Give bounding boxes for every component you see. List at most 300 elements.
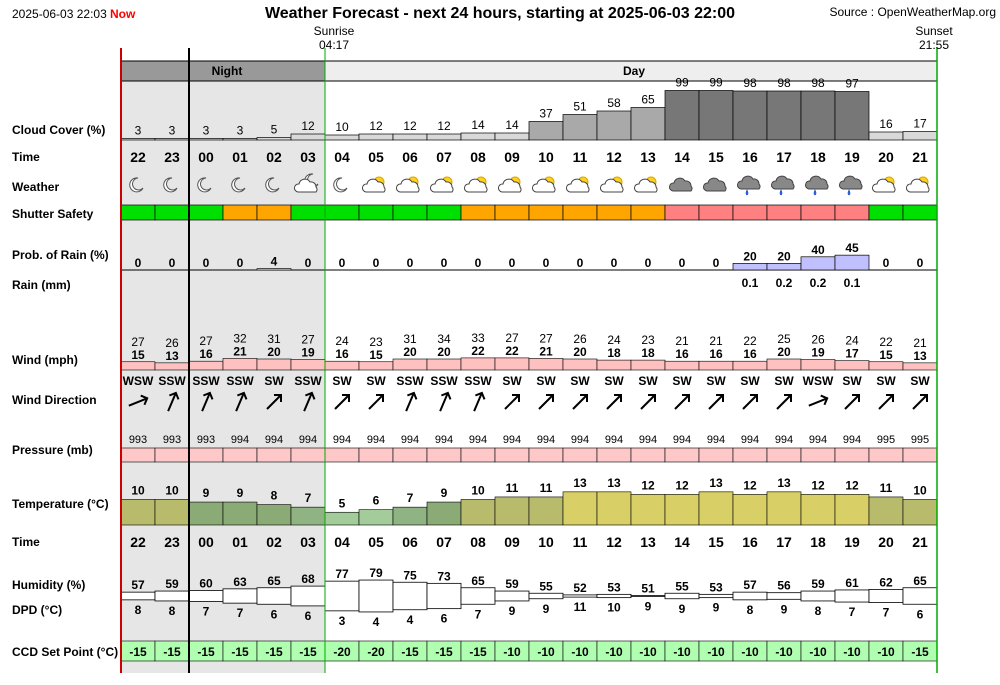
sun-cloud-icon	[532, 177, 555, 192]
moon-icon	[334, 178, 347, 192]
temperature-bar	[767, 492, 801, 525]
wind-gust-value: 24	[845, 333, 859, 348]
humidity-value: 53	[607, 580, 621, 595]
humidity-box	[189, 591, 223, 602]
time-label: 09	[504, 149, 520, 165]
wind-bar	[835, 361, 869, 370]
rain-prob-value: 0	[372, 256, 380, 270]
rain-prob-value: 0	[678, 256, 686, 270]
wind-gust-value: 24	[335, 334, 349, 349]
cloud-bar	[223, 139, 257, 141]
wind-gust-value: 21	[675, 334, 689, 349]
time-label: 12	[606, 149, 622, 165]
humidity-value: 65	[913, 573, 927, 588]
ccd-value: -15	[401, 645, 419, 659]
pressure-value: 994	[536, 434, 556, 446]
wind-speed-value: 21	[233, 344, 247, 359]
wind-bar	[699, 361, 733, 370]
night-band-label: Night	[211, 64, 243, 78]
rain-prob-value: 4	[270, 254, 278, 269]
dpd-value: 8	[746, 602, 754, 617]
dpd-value: 9	[712, 600, 720, 615]
cloud-bar	[597, 111, 631, 140]
wind-gust-value: 26	[811, 332, 825, 347]
time-label: 03	[300, 534, 316, 550]
humidity-box	[665, 593, 699, 599]
wind-direction-label: SW	[842, 374, 862, 388]
ccd-value: -15	[197, 645, 215, 659]
rain-prob-value: 40	[811, 242, 825, 257]
shutter-cell	[393, 205, 427, 220]
wind-gust-value: 23	[641, 333, 655, 348]
temperature-value: 10	[913, 483, 927, 498]
humidity-box	[461, 588, 495, 605]
wind-direction-label: SW	[502, 374, 522, 388]
sun-cloud-icon	[872, 177, 895, 192]
humidity-box	[529, 593, 563, 599]
pressure-value: 994	[434, 434, 454, 446]
row-label-time2: Time	[12, 535, 40, 549]
time-label: 11	[572, 534, 588, 550]
wind-gust-value: 34	[437, 332, 451, 346]
time-label: 22	[130, 534, 146, 550]
sun-cloud-icon	[566, 177, 589, 192]
time-label: 23	[164, 149, 180, 165]
pressure-bar	[869, 448, 903, 462]
rain-prob-value: 0	[440, 256, 448, 270]
ccd-value: -10	[775, 645, 793, 659]
rain-prob-value: 45	[845, 241, 859, 256]
time-label: 21	[912, 534, 928, 550]
shutter-cell	[699, 205, 733, 220]
humidity-value: 75	[403, 568, 417, 583]
wind-bar	[223, 358, 257, 370]
wind-speed-value: 16	[709, 347, 723, 362]
shutter-cell	[189, 205, 223, 220]
rain-prob-value: 0	[542, 256, 550, 270]
wind-bar	[155, 363, 189, 370]
wind-arrow-icon	[641, 395, 655, 409]
wind-direction-label: SW	[672, 374, 692, 388]
pressure-value: 994	[672, 434, 692, 446]
temperature-value: 6	[372, 493, 380, 508]
wind-direction-label: SW	[536, 374, 556, 388]
wind-arrow-icon	[573, 395, 587, 409]
temperature-bar	[427, 502, 461, 525]
humidity-box	[359, 580, 393, 612]
temperature-bar	[903, 500, 937, 526]
pressure-value: 993	[162, 434, 182, 446]
wind-direction-label: SSW	[192, 374, 220, 388]
wind-speed-value: 20	[437, 345, 451, 359]
temperature-bar	[155, 500, 189, 526]
humidity-box	[869, 589, 903, 602]
temperature-bar	[495, 497, 529, 525]
wind-speed-value: 19	[811, 345, 825, 360]
shutter-cell	[801, 205, 835, 220]
wind-gust-value: 21	[913, 335, 927, 350]
wind-bar	[121, 362, 155, 370]
pressure-bar	[699, 448, 733, 462]
pressure-bar	[257, 448, 291, 462]
temperature-bar	[189, 502, 223, 525]
ccd-value: -20	[367, 645, 385, 659]
rain-prob-value: 0	[202, 256, 210, 270]
dpd-value: 9	[508, 603, 516, 618]
wind-direction-label: SW	[570, 374, 590, 388]
pressure-value: 994	[400, 434, 420, 446]
cloud-bar	[529, 122, 563, 141]
wind-direction-label: SSW	[158, 374, 186, 388]
temperature-value: 9	[440, 486, 448, 501]
humidity-value: 65	[267, 573, 281, 588]
dpd-value: 9	[542, 601, 550, 616]
wind-speed-value: 15	[131, 347, 145, 362]
time-label: 09	[504, 534, 520, 550]
humidity-box	[223, 589, 257, 603]
page-title: Weather Forecast - next 24 hours, starting at 2025-06-03 22:00	[264, 5, 736, 22]
sunrise-label: Sunrise	[313, 24, 355, 38]
wind-gust-value: 22	[879, 334, 893, 349]
wind-arrow-icon	[913, 395, 927, 409]
sun-cloud-icon	[464, 177, 487, 192]
wind-arrow-icon	[369, 395, 383, 409]
cloud-value: 98	[811, 76, 825, 90]
rain-prob-value: 0	[134, 256, 142, 270]
pressure-value: 994	[740, 434, 760, 446]
temperature-bar	[325, 512, 359, 525]
temperature-bar	[665, 494, 699, 525]
now-label: Now	[110, 7, 136, 21]
dpd-value: 6	[440, 611, 448, 626]
humidity-box	[767, 593, 801, 600]
wind-arrow-icon	[709, 395, 723, 409]
rain-prob-bar	[801, 257, 835, 270]
shutter-cell	[529, 205, 563, 220]
row-label-cloud: Cloud Cover (%)	[12, 123, 106, 137]
cloud-value: 65	[641, 92, 655, 107]
cloud-value: 58	[607, 96, 621, 110]
wind-bar	[631, 360, 665, 370]
humidity-box	[631, 595, 665, 596]
wind-bar	[529, 358, 563, 370]
temperature-bar	[869, 497, 903, 525]
wind-bar	[257, 359, 291, 370]
ccd-value: -15	[435, 645, 453, 659]
shutter-cell	[359, 205, 393, 220]
row-label-weather: Weather	[12, 180, 60, 194]
pressure-value: 995	[910, 434, 930, 446]
wind-bar	[801, 360, 835, 370]
cloud-value: 17	[913, 116, 927, 131]
wind-speed-value: 13	[165, 348, 179, 363]
dpd-value: 8	[134, 602, 142, 617]
pressure-value: 994	[774, 434, 794, 446]
wind-bar	[359, 362, 393, 370]
time-label: 13	[640, 149, 656, 165]
rain-prob-bar	[733, 263, 767, 270]
sunset-time: 21:55	[918, 38, 950, 52]
cloud-icon	[669, 178, 692, 191]
humidity-value: 57	[743, 578, 757, 593]
humidity-value: 61	[845, 575, 859, 590]
wind-speed-value: 15	[879, 347, 893, 362]
row-label-dpd: DPD (°C)	[12, 603, 63, 617]
humidity-box	[801, 591, 835, 601]
row-label-shutter: Shutter Safety	[12, 207, 94, 221]
time-label: 10	[538, 534, 554, 550]
pressure-bar	[733, 448, 767, 462]
sun-cloud-icon	[362, 177, 385, 192]
pressure-value: 994	[706, 434, 726, 446]
time-label: 19	[844, 149, 860, 165]
temperature-bar	[699, 492, 733, 525]
wind-gust-value: 27	[505, 330, 519, 345]
ccd-value: -10	[503, 645, 521, 659]
wind-direction-label: SW	[638, 374, 658, 388]
humidity-value: 56	[777, 578, 791, 593]
pressure-value: 994	[230, 434, 250, 446]
humidity-box	[733, 592, 767, 600]
wind-arrow-icon	[401, 393, 419, 411]
temperature-bar	[291, 507, 325, 525]
wind-arrow-icon	[675, 395, 689, 409]
humidity-box	[325, 581, 359, 611]
wind-arrow-icon	[469, 393, 487, 411]
pressure-bar	[495, 448, 529, 462]
wind-arrow-icon	[743, 395, 757, 409]
temperature-bar	[631, 494, 665, 525]
cloud-bar	[427, 134, 461, 140]
wind-bar	[461, 358, 495, 370]
pressure-value: 994	[468, 434, 488, 446]
wind-direction-label: SSW	[226, 374, 254, 388]
time-label: 05	[368, 534, 384, 550]
temperature-value: 11	[505, 480, 519, 495]
wind-bar	[325, 361, 359, 370]
wind-speed-value: 19	[301, 345, 315, 360]
shutter-cell	[835, 205, 869, 220]
wind-bar	[903, 363, 937, 370]
cloud-value: 3	[168, 123, 176, 138]
cloud-value: 97	[845, 76, 859, 91]
time-label: 11	[572, 149, 588, 165]
humidity-box	[393, 582, 427, 610]
ccd-value: -10	[673, 645, 691, 659]
wind-gust-value: 24	[607, 333, 621, 348]
ccd-value: -10	[571, 645, 589, 659]
temperature-value: 11	[879, 480, 893, 495]
wind-direction-label: WSW	[122, 374, 154, 388]
cloud-value: 3	[236, 123, 244, 138]
pressure-bar	[563, 448, 597, 462]
wind-direction-label: SW	[876, 374, 896, 388]
cloud-value: 5	[270, 122, 278, 137]
wind-direction-label: SW	[332, 374, 352, 388]
rain-prob-value: 0	[610, 256, 618, 270]
sun-cloud-icon	[430, 177, 453, 192]
time-label: 05	[368, 149, 384, 165]
humidity-value: 55	[539, 579, 553, 594]
temperature-value: 12	[811, 478, 825, 493]
temperature-value: 12	[845, 478, 859, 493]
wind-speed-value: 18	[641, 346, 655, 361]
wind-direction-label: SW	[264, 374, 284, 388]
cloud-value: 10	[335, 120, 349, 134]
pressure-value: 994	[366, 434, 386, 446]
wind-bar	[563, 359, 597, 370]
wind-gust-value: 27	[539, 331, 553, 346]
cloud-bar	[631, 108, 665, 141]
humidity-value: 53	[709, 580, 723, 595]
time-label: 19	[844, 534, 860, 550]
rain-prob-bar	[257, 269, 291, 270]
cloud-bar	[291, 134, 325, 140]
humidity-value: 73	[437, 569, 451, 584]
sun-cloud-icon	[396, 177, 419, 192]
temperature-bar	[529, 497, 563, 525]
shutter-cell	[325, 205, 359, 220]
cloud-icon	[703, 178, 726, 191]
rain-mm-value: 0.2	[809, 276, 827, 290]
sun-cloud-icon	[634, 177, 657, 192]
time-label: 20	[878, 149, 894, 165]
wind-gust-value: 26	[573, 332, 587, 346]
humidity-box	[903, 588, 937, 605]
time-label: 01	[232, 534, 248, 550]
time-label: 08	[470, 534, 486, 550]
rain-prob-value: 0	[712, 256, 720, 270]
pressure-value: 994	[502, 434, 522, 446]
time-label: 02	[266, 149, 282, 165]
wind-direction-label: SSW	[294, 374, 322, 388]
ccd-value: -10	[639, 645, 657, 659]
dpd-value: 8	[168, 603, 176, 618]
rain-prob-value: 0	[236, 256, 244, 270]
row-label-time: Time	[12, 150, 40, 164]
wind-direction-label: SW	[910, 374, 930, 388]
cloud-bar	[869, 132, 903, 140]
cloud-bar	[189, 139, 223, 141]
time-label: 22	[130, 149, 146, 165]
source-label: Source : OpenWeatherMap.org	[829, 5, 996, 19]
cloud-bar	[121, 139, 155, 141]
pressure-value: 994	[264, 434, 284, 446]
time-label: 14	[674, 534, 690, 550]
wind-bar	[869, 362, 903, 370]
cloud-bar	[325, 135, 359, 140]
cloud-value: 12	[369, 119, 383, 133]
humidity-value: 59	[811, 577, 825, 592]
wind-gust-value: 23	[369, 334, 383, 349]
rain-prob-value: 0	[168, 256, 176, 270]
shutter-cell	[767, 205, 801, 220]
rain-prob-value: 0	[474, 256, 482, 270]
temperature-bar	[359, 510, 393, 525]
temperature-value: 7	[406, 491, 414, 506]
wind-gust-value: 25	[777, 332, 791, 346]
wind-gust-value: 33	[471, 330, 485, 345]
humidity-value: 60	[199, 576, 213, 591]
shutter-cell	[223, 205, 257, 220]
dpd-value: 3	[338, 613, 346, 628]
shutter-cell	[291, 205, 325, 220]
rain-prob-value: 0	[406, 256, 414, 270]
cloud-value: 99	[709, 75, 723, 90]
ccd-value: -15	[299, 645, 317, 659]
cloud-bar	[767, 91, 801, 140]
wind-speed-value: 16	[199, 347, 213, 362]
wind-speed-value: 20	[403, 345, 417, 359]
time-label: 07	[436, 149, 452, 165]
wind-bar	[665, 361, 699, 370]
cloud-value: 12	[403, 119, 417, 133]
sun-cloud-icon	[906, 177, 929, 192]
pressure-value: 994	[570, 434, 590, 446]
pressure-bar	[529, 448, 563, 462]
time-label: 10	[538, 149, 554, 165]
dpd-value: 7	[202, 604, 210, 619]
cloud-value: 3	[202, 123, 210, 138]
ccd-value: -15	[129, 645, 147, 659]
time-label: 12	[606, 534, 622, 550]
wind-direction-label: SW	[774, 374, 794, 388]
pressure-bar	[393, 448, 427, 462]
temperature-bar	[801, 494, 835, 525]
shutter-cell	[461, 205, 495, 220]
row-label-wind: Wind (mph)	[12, 353, 78, 367]
ccd-value: -15	[163, 645, 181, 659]
humidity-value: 77	[335, 567, 349, 582]
rain-prob-value: 0	[304, 256, 312, 270]
wind-speed-value: 13	[913, 348, 927, 363]
shutter-cell	[631, 205, 665, 220]
cloud-value: 37	[539, 106, 553, 121]
wind-direction-label: SSW	[430, 374, 458, 388]
cloud-bar	[801, 91, 835, 140]
wind-bar	[495, 358, 529, 370]
pressure-bar	[155, 448, 189, 462]
shutter-cell	[665, 205, 699, 220]
wind-gust-value: 31	[403, 332, 417, 346]
time-label: 04	[334, 534, 350, 550]
shutter-cell	[733, 205, 767, 220]
temperature-value: 13	[777, 475, 791, 490]
cloud-bar	[393, 134, 427, 140]
row-label-rain-mm: Rain (mm)	[12, 278, 71, 292]
temperature-value: 12	[641, 478, 655, 493]
wind-direction-label: SSW	[396, 374, 424, 388]
wind-speed-value: 22	[505, 343, 519, 358]
ccd-value: -10	[741, 645, 759, 659]
humidity-value: 55	[675, 579, 689, 594]
humidity-box	[835, 590, 869, 602]
rain-mm-value: 0.1	[843, 276, 861, 290]
temperature-bar	[597, 492, 631, 525]
wind-direction-label: SW	[706, 374, 726, 388]
wind-bar	[597, 360, 631, 370]
dpd-value: 4	[406, 612, 414, 627]
header-datetime: 2025-06-03 22:03	[12, 7, 107, 21]
temperature-bar	[563, 492, 597, 525]
pressure-value: 994	[842, 434, 862, 446]
row-label-wind-dir: Wind Direction	[12, 393, 97, 407]
humidity-box	[291, 586, 325, 606]
wind-gust-value: 26	[165, 335, 179, 350]
humidity-value: 65	[471, 573, 485, 588]
wind-gust-value: 31	[267, 332, 281, 346]
cloud-value: 98	[743, 76, 757, 90]
